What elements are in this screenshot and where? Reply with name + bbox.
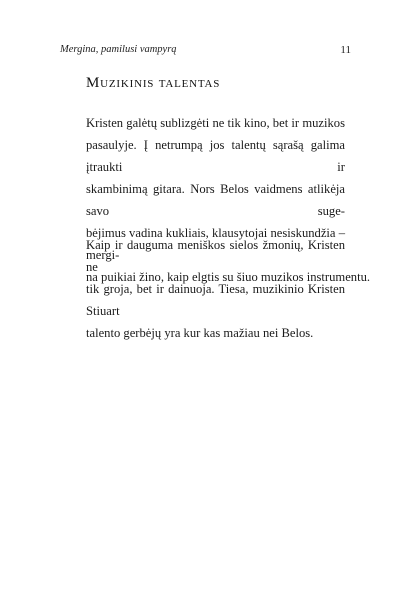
text-line: skambinimą gitara. Nors Belos vaidmens atlikėja savo suge- xyxy=(86,182,345,218)
page-number: 11 xyxy=(340,44,351,56)
text-line: pasaulyje. Į netrumpą jos talentų sąrašą galima įtraukti ir xyxy=(86,138,345,174)
paragraph-2 xyxy=(86,234,371,344)
section-heading: Muzikinis talentas xyxy=(86,75,221,91)
text-line: bėjimus vadina kukliais, klausytojai nesiskundžia – mergi- xyxy=(86,226,345,262)
text-line: na puikiai žino, kaip elgtis su šiuo muzikos instrumentu. xyxy=(86,270,371,284)
text-line: Kaip ir dauguma meniškos sielos žmonių, Kristen ne xyxy=(86,238,345,274)
running-title: Mergina, pamilusi vampyrą xyxy=(60,44,177,55)
text-line: Kristen galėtų sublizgėti ne tik kino, bet ir muzikos xyxy=(86,116,345,130)
text-line: talento gerbėjų yra kur kas mažiau nei Belos. xyxy=(86,326,314,340)
text-line: tik groja, bet ir dainuoja. Tiesa, muzikinio Kristen Stiuart xyxy=(86,282,345,318)
